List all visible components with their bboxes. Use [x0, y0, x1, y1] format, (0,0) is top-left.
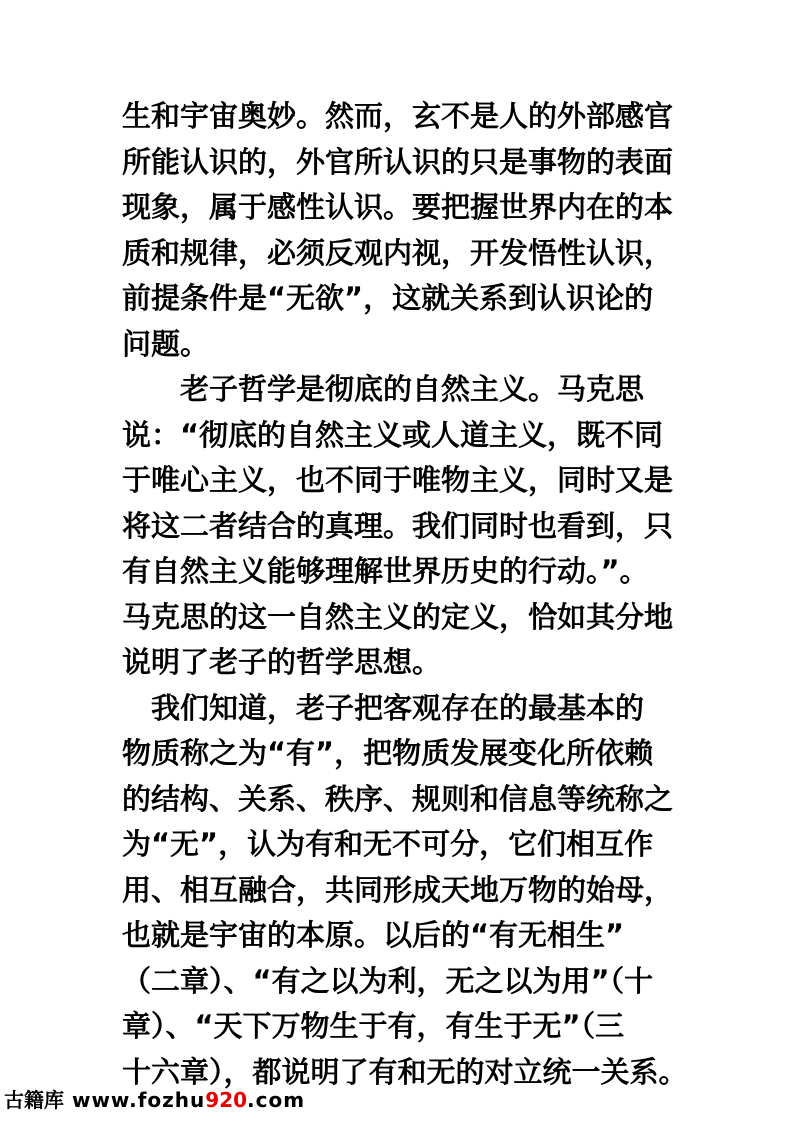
- text-line: 现象，属于感性认识。要把握世界内在的本: [122, 190, 674, 224]
- text-line: 十六章），都说明了有和无的对立统一关系。: [122, 1054, 688, 1089]
- footer-brand: 古籍库: [4, 1088, 64, 1112]
- document-body: [122, 94, 688, 1095]
- text-line: 问题。: [122, 326, 210, 361]
- text-line: （二章）、“有之以为利，无之以为用”（十: [122, 963, 654, 998]
- text-line: 物质称之为“有”，把物质发展变化所依赖: [122, 736, 654, 770]
- text-line: 也就是宇宙的本原。以后的“有无相生”: [122, 918, 625, 952]
- text-line: 所能认识的，外官所认识的只是事物的表面: [122, 144, 674, 179]
- text-line: 的结构、关系、秩序、规则和信息等统称之: [122, 781, 674, 816]
- text-line: 章）、“天下万物生于有，有生于无”（三: [122, 1009, 625, 1043]
- footer-site-suffix: .com: [247, 1088, 306, 1112]
- footer-site-number: 920: [205, 1088, 248, 1112]
- text-line: 老子哲学是彻底的自然主义。马克思: [122, 372, 645, 406]
- text-line: 有自然主义能够理解世界历史的行动。”。: [122, 554, 649, 588]
- text-line: 将这二者结合的真理。我们同时也看到，只: [122, 508, 674, 543]
- text-line: 马克思的这一自然主义的定义，恰如其分地: [122, 599, 674, 634]
- text-line: 用、相互融合，共同形成天地万物的始母，: [122, 872, 674, 907]
- text-line: 质和规律，必须反观内视，开发悟性认识，: [122, 235, 674, 270]
- footer-watermark: [4, 1085, 306, 1115]
- text-line: 说明了老子的哲学思想。: [122, 645, 442, 679]
- text-line: 说：“彻底的自然主义或人道主义，既不同: [122, 417, 664, 452]
- text-line: 为“无”，认为有和无不可分，它们相互作: [122, 827, 654, 861]
- text-line: 前提条件是“无欲”，这就关系到认识论的: [122, 281, 654, 315]
- text-line: 我们知道，老子把客观存在的最基本的: [122, 690, 645, 725]
- text-line: 生和宇宙奥妙。然而，玄不是人的外部感官: [122, 99, 674, 133]
- footer-site-prefix: www.fozhu: [64, 1088, 206, 1112]
- text-line: 于唯心主义，也不同于唯物主义，同时又是: [122, 463, 674, 497]
